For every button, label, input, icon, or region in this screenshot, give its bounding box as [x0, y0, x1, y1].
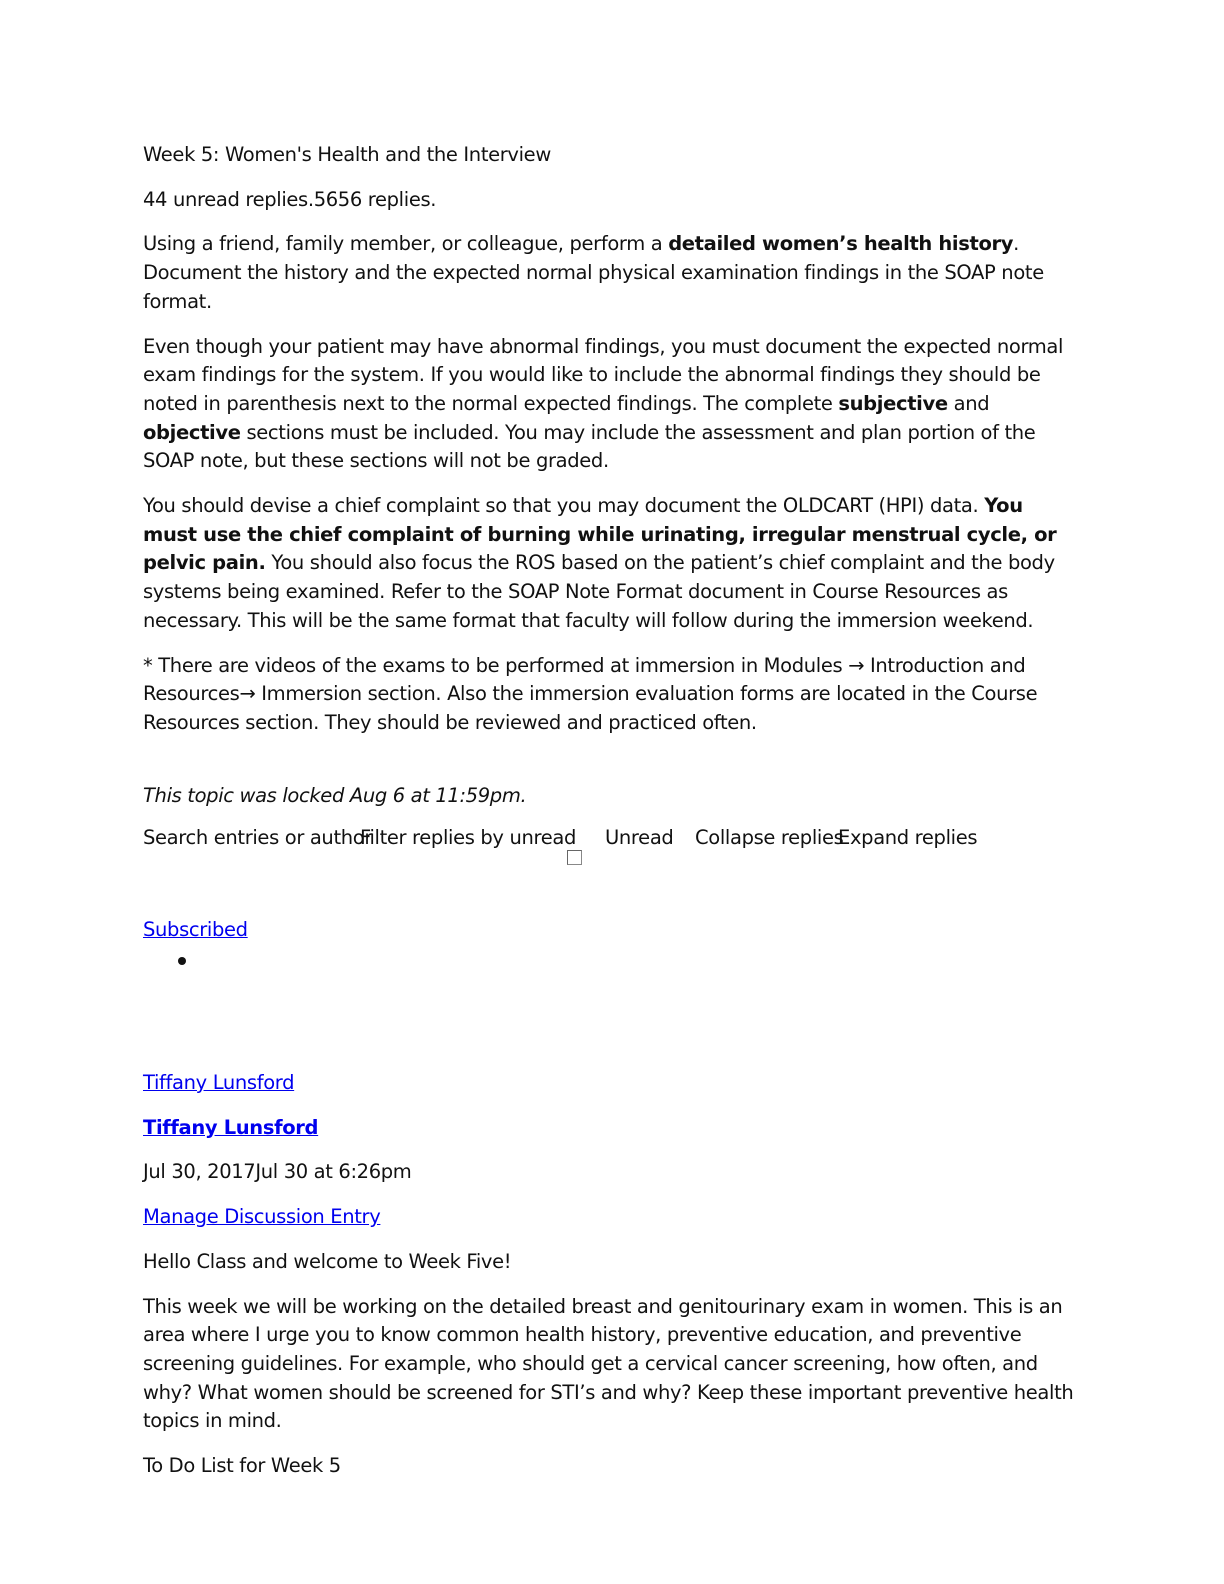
bullet-icon [178, 957, 186, 965]
entry-date: Jul 30, 2017Jul 30 at 6:26pm [143, 1160, 412, 1184]
entry-body: This week we will be working on the detailed breast and genitourinary exam in women. This is an area where I urge you to know common health history, preventive education, and preventive screening guidelines. For example, who should get a cervical cancer screening, how often, and why? What women should be screened for STI’s and why? Keep these important preventive health topics in mind. [143, 1294, 1074, 1433]
entry-actions-list [143, 945, 1078, 1005]
search-entries-input[interactable]: Search entries or author [143, 826, 372, 850]
entry-greeting: Hello Class and welcome to Week Five! [143, 1249, 512, 1273]
prompt-text: Using a friend, family member, or colleague, perform a [143, 232, 669, 256]
prompt-text: Even though your patient may have abnormal findings, you must document the expected normal exam findings for the system. If you would like to include the abnormal findings they should be noted in parenthesis next to the normal expected findings. The complete [143, 334, 1064, 415]
author-link[interactable]: Tiffany Lunsford [143, 1071, 295, 1095]
topic-title: Week 5: Women's Health and the Interview [143, 143, 551, 166]
prompt-paragraph-3 [143, 492, 1078, 636]
prompt-text: and [947, 391, 990, 415]
author-name-paragraph [143, 1114, 1078, 1143]
author-name-link[interactable]: Tiffany Lunsford [143, 1115, 319, 1139]
prompt-emphasis: subjective [838, 391, 948, 415]
reply-count: 44 unread replies.5656 replies. [143, 187, 437, 211]
author-avatar-link-paragraph [143, 1069, 1078, 1098]
discussion-controls [143, 826, 1078, 886]
manage-discussion-entry-link[interactable]: Manage Discussion Entry [143, 1205, 381, 1229]
prompt-text: You should devise a chief complaint so that you may document the OLDCART (HPI) data. [143, 494, 985, 518]
discussion-page [143, 141, 1078, 1481]
prompt-text: . Document the history and the expected normal physical examination findings in the SOAP note format. [143, 232, 1044, 313]
expand-replies-button[interactable]: Expand replies [838, 826, 978, 850]
prompt-text: sections must be included. You may include the assessment and plan portion of the SOAP note, but these sections will not be graded. [143, 420, 1036, 473]
subscribed-paragraph [143, 916, 1078, 945]
prompt-paragraph-2 [143, 333, 1078, 477]
locked-notice: This topic was locked Aug 6 at 11:59pm. [143, 783, 527, 807]
collapse-replies-button[interactable]: Collapse replies [695, 826, 844, 850]
prompt-emphasis: detailed women’s health history [668, 232, 1014, 256]
prompt-emphasis: You must use the chief complaint of burning while urinating, irregular menstrual cycle, or pelvic pain. [143, 494, 1057, 575]
prompt-paragraph-1 [143, 230, 1078, 316]
prompt-text: You should also focus the ROS based on the patient’s chief complaint and the body systems being examined. Refer to the SOAP Note Format document in Course Resources as necessary. This will be the same format that faculty will follow during the immersion weekend. [143, 551, 1055, 632]
subscribed-link[interactable]: Subscribed [143, 918, 248, 942]
unread-filter-checkbox[interactable] [567, 850, 582, 865]
unread-label: Unread [605, 826, 674, 850]
prompt-paragraph-4: * There are videos of the exams to be performed at immersion in Modules → Introduction and Resources→ Immersion section. Also the immersion evaluation forms are located in the Course Resources section. They should be reviewed and practiced often. [143, 653, 1038, 734]
prompt-emphasis: objective [143, 420, 241, 444]
filter-unread-label: Filter replies by unread [360, 826, 576, 850]
todo-heading: To Do List for Week 5 [143, 1454, 341, 1478]
manage-entry-paragraph [143, 1203, 1078, 1232]
